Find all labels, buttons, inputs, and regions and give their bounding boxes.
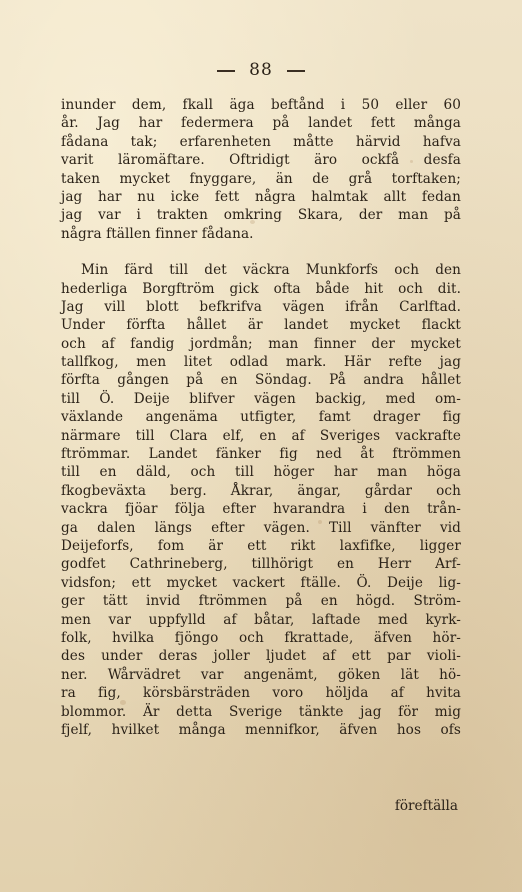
text-line: folk, hvilka fjöngo och fkrattade, äfven hör- (61, 629, 461, 646)
text-line: år. Jag har federmera på landet fett många (61, 115, 461, 132)
header-dash-right (287, 70, 305, 72)
text-line: fådana tak; erfarenheten måtte härvid hafva (61, 133, 461, 150)
text-line: Under förfta hållet är landet mycket flackt (61, 317, 461, 334)
text-line: blommor. Är detta Sverige tänkte jag för mig (61, 703, 461, 720)
paragraph-2 (61, 261, 461, 739)
text-line: Jag vill blott befkrifva vägen ifrån Carlftad. (61, 298, 461, 315)
text-line: ra fig, körsbärsträden voro höljda af hvita (61, 685, 461, 702)
text-line: några ftällen finner fådana. (61, 225, 254, 242)
body-text (61, 96, 461, 739)
text-line: vackra fjöar följa efter hvarandra i den trån- (61, 501, 461, 518)
page-number: 88 (249, 60, 273, 80)
text-line: varit läromäftare. Oftridigt äro ockfå desfa (61, 152, 461, 169)
text-line: närmare till Clara elf, en af Sveriges vackrafte (61, 427, 461, 444)
text-line: ger tätt invid ftrömmen på en högd. Ström- (61, 593, 461, 610)
text-line: tallfkog, men litet odlad mark. Här refte jag (61, 354, 461, 371)
paragraph-1 (61, 96, 461, 243)
text-line: växlande angenäma utfigter, famt drager fig (61, 409, 461, 426)
text-line: ga dalen längs efter vägen. Till vänfter vid (61, 519, 461, 536)
text-line: des under deras joller ljudet af ett par violi- (61, 648, 461, 665)
paragraph-gap (61, 243, 461, 261)
text-line: förfta gången på en Söndag. På andra hållet (61, 372, 461, 389)
page-header (0, 60, 522, 80)
text-line: till en däld, och till höger har man höga (61, 464, 461, 481)
text-line: Min färd till det väckra Munkforfs och den (81, 262, 461, 279)
text-line: fkogbeväxta berg. Åkrar, ängar, gårdar och (61, 482, 461, 499)
catchword: föreftälla (394, 798, 458, 814)
text-line: ner. Wårvädret var angenämt, göken lät hö- (61, 666, 461, 683)
text-line: men var uppfylld af båtar, laftade med kyrk- (61, 611, 461, 628)
text-line: vidsfon; ett mycket vackert ftälle. Ö. Deije lig- (61, 574, 461, 591)
text-line: taken mycket fnyggare, än de grå torftaken; (61, 170, 461, 187)
text-line: Deijeforfs, fom är ett rikt laxfifke, ligger (61, 537, 461, 554)
text-line: fjelf, hvilket många mennifkor, äfven hos ofs (61, 721, 461, 738)
text-line: ftrömmar. Landet fänker fig ned åt ftrömmen (61, 446, 461, 463)
text-line: hederliga Borgftröm gick ofta både hit och dit. (61, 280, 461, 297)
text-line: jag har nu icke fett några halmtak allt fedan (61, 188, 461, 205)
text-line: och af fandig jordmån; man finner der mycket (61, 335, 461, 352)
text-line: jag var i trakten omkring Skara, der man på (61, 207, 461, 224)
text-line: till Ö. Deije blifver vägen backig, med om- (61, 390, 461, 407)
text-line: inunder dem, fkall äga beftånd i 50 eller 60 (61, 97, 461, 113)
header-dash-left (217, 70, 235, 72)
text-line: godfet Cathrineberg, tillhörigt en Herr Arf- (61, 556, 461, 573)
